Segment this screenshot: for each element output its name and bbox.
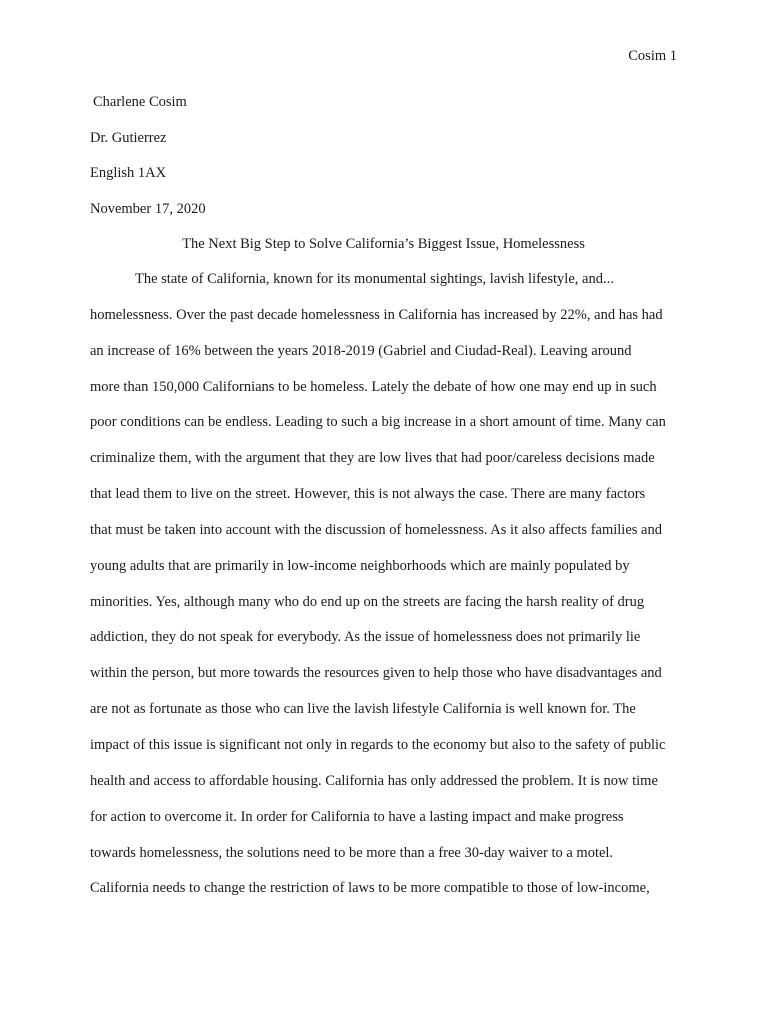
instructor-name: Dr. Gutierrez <box>90 129 167 146</box>
body-line: criminalize them, with the argument that they are low lives that had poor/careless decisions made <box>90 450 655 467</box>
body-line: more than 150,000 Californians to be homeless. Lately the debate of how one may end up in such <box>90 378 657 395</box>
body-line: within the person, but more towards the resources given to help those who have disadvantages and <box>90 665 662 682</box>
essay-date: November 17, 2020 <box>90 200 206 217</box>
body-line: towards homelessness, the solutions need to be more than a free 30-day waiver to a motel. <box>90 844 614 861</box>
body-line: homelessness. Over the past decade homelessness in California has increased by 22%, and has had <box>90 306 663 323</box>
author-name: Charlene Cosim <box>93 94 187 110</box>
body-line: minorities. Yes, although many who do end up on the streets are facing the harsh reality of drug <box>90 593 645 610</box>
essay-title: The Next Big Step to Solve California’s Biggest Issue, Homelessness <box>182 236 585 252</box>
course-name: English 1AX <box>90 165 167 182</box>
body-line: addiction, they do not speak for everybody. As the issue of homelessness does not primarily lie <box>90 629 641 646</box>
body-line: that lead them to live on the street. However, this is not always the case. There are many factors <box>90 486 646 503</box>
body-line: that must be taken into account with the discussion of homelessness. As it also affects families and <box>90 521 662 538</box>
essay-body <box>90 269 690 914</box>
body-line: poor conditions can be endless. Leading to such a big increase in a short amount of time. Many can <box>90 414 666 431</box>
body-line: are not as fortunate as those who can live the lavish lifestyle California is well known for. The <box>90 701 636 718</box>
body-line: health and access to affordable housing. California has only addressed the problem. It is now time <box>90 772 658 789</box>
body-line: young adults that are primarily in low-income neighborhoods which are mainly populated by <box>90 557 630 574</box>
body-line: an increase of 16% between the years 2018-2019 (Gabriel and Ciudad-Real). Leaving around <box>90 342 632 359</box>
mla-heading <box>90 92 690 234</box>
page-header: Cosim 1 <box>628 48 677 64</box>
body-line: for action to overcome it. In order for California to have a lasting impact and make progress <box>90 808 624 825</box>
body-line: The state of California, known for its monumental sightings, lavish lifestyle, and... <box>135 271 614 287</box>
body-line: impact of this issue is significant not only in regards to the economy but also to the safety of public <box>90 736 666 753</box>
body-line: California needs to change the restriction of laws to be more compatible to those of low-income, <box>90 880 650 897</box>
